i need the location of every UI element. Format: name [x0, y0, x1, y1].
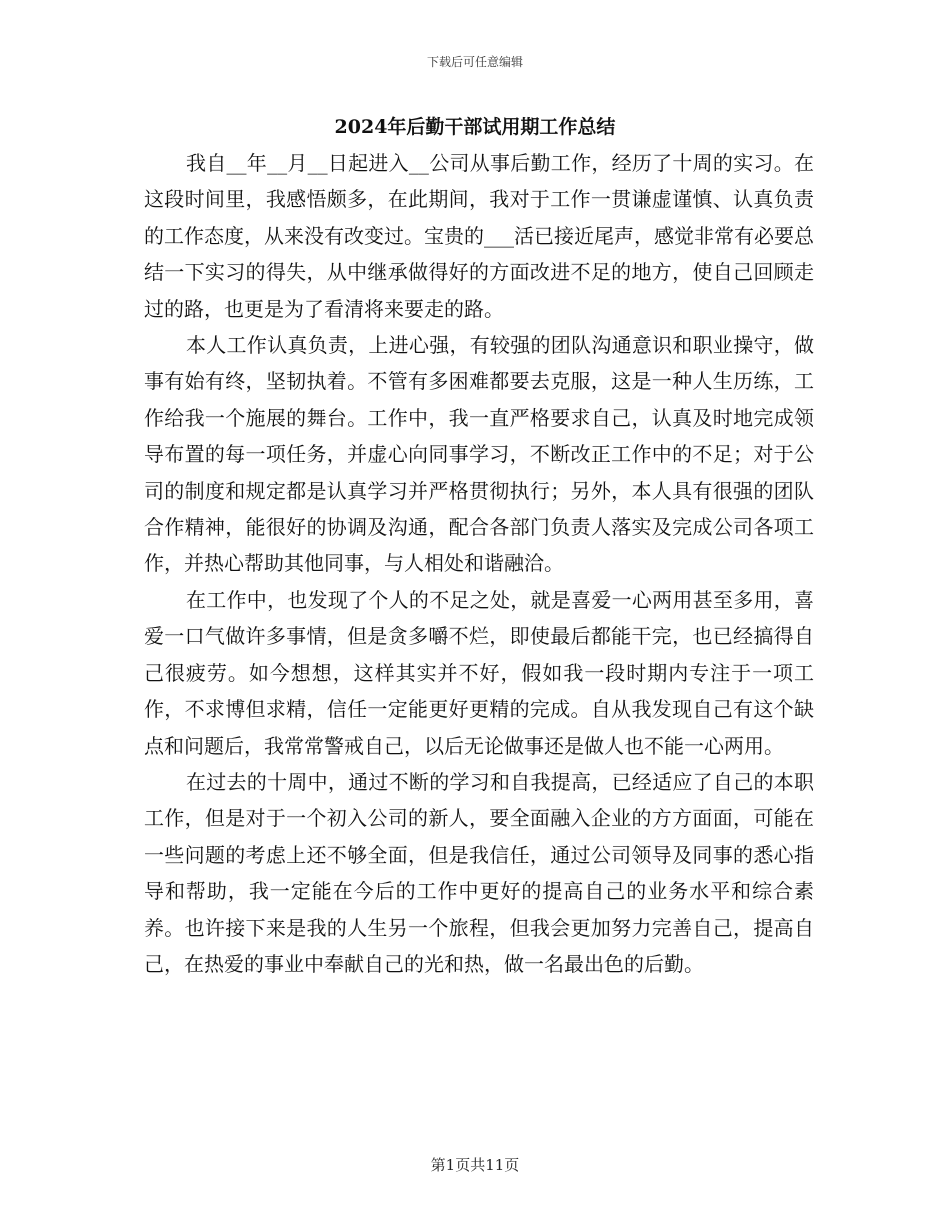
paragraph-3: 在工作中，也发现了个人的不足之处，就是喜爱一心两用甚至多用，喜爱一口气做许多事情，但是贪多嚼不烂，即使最后都能干完，也已经搞得自己很疲劳。如今想想，这样其实并不好，假如我一段时期内专注于一项工作，不求博但求精，信任一定能更好更精的完成。自从我发现自己有这个缺点和问题后，我常常警戒自己，以后无论做事还是做人也不能一心两用。 [144, 587, 814, 758]
paragraph-1: 我自__年__月__日起进入__公司从事后勤工作，经历了十周的实习。在这段时间里，我感悟颇多，在此期间，我对于工作一贯谦虚谨慎、认真负责的工作态度，从来没有改变过。宝贵的___活已接近尾声，感觉非常有必要总结一下实习的得失，从中继承做得好的方面改进不足的地方，使自己回顾走过的路，也更是为了看清将来要走的路。 [144, 151, 814, 321]
document-title: 2024年后勤干部试用期工作总结 [334, 116, 616, 138]
document-body [144, 145, 814, 982]
paragraph-2: 本人工作认真负责，上进心强，有较强的团队沟通意识和职业操守，做事有始有终，坚韧执着。不管有多困难都要去克服，这是一种人生历练，工作给我一个施展的舞台。工作中，我一直严格要求自己，认真及时地完成领导布置的每一项任务，并虚心向同事学习，不断改正工作中的不足；对于公司的制度和规定都是认真学习并严格贯彻执行；另外，本人具有很强的团队合作精神，能很好的协调及沟通，配合各部门负责人落实及完成公司各项工作，并热心帮助其他同事，与人相处和谐融洽。 [144, 333, 814, 576]
paragraph-4: 在过去的十周中，通过不断的学习和自我提高，已经适应了自己的本职工作，但是对于一个初入公司的新人，要全面融入企业的方方面面，可能在一些问题的考虑上还不够全面，但是我信任，通过公司领导及同事的悉心指导和帮助，我一定能在今后的工作中更好的提高自己的业务水平和综合素养。也许接下来是我的人生另一个旅程，但我会更加努力完善自己，提高自己，在热爱的事业中奉献自己的光和热，做一名最出色的后勤。 [144, 769, 814, 976]
header-note: 下载后可任意编辑 [426, 55, 523, 69]
page-number-footer: 第1页共11页 [430, 1156, 520, 1174]
